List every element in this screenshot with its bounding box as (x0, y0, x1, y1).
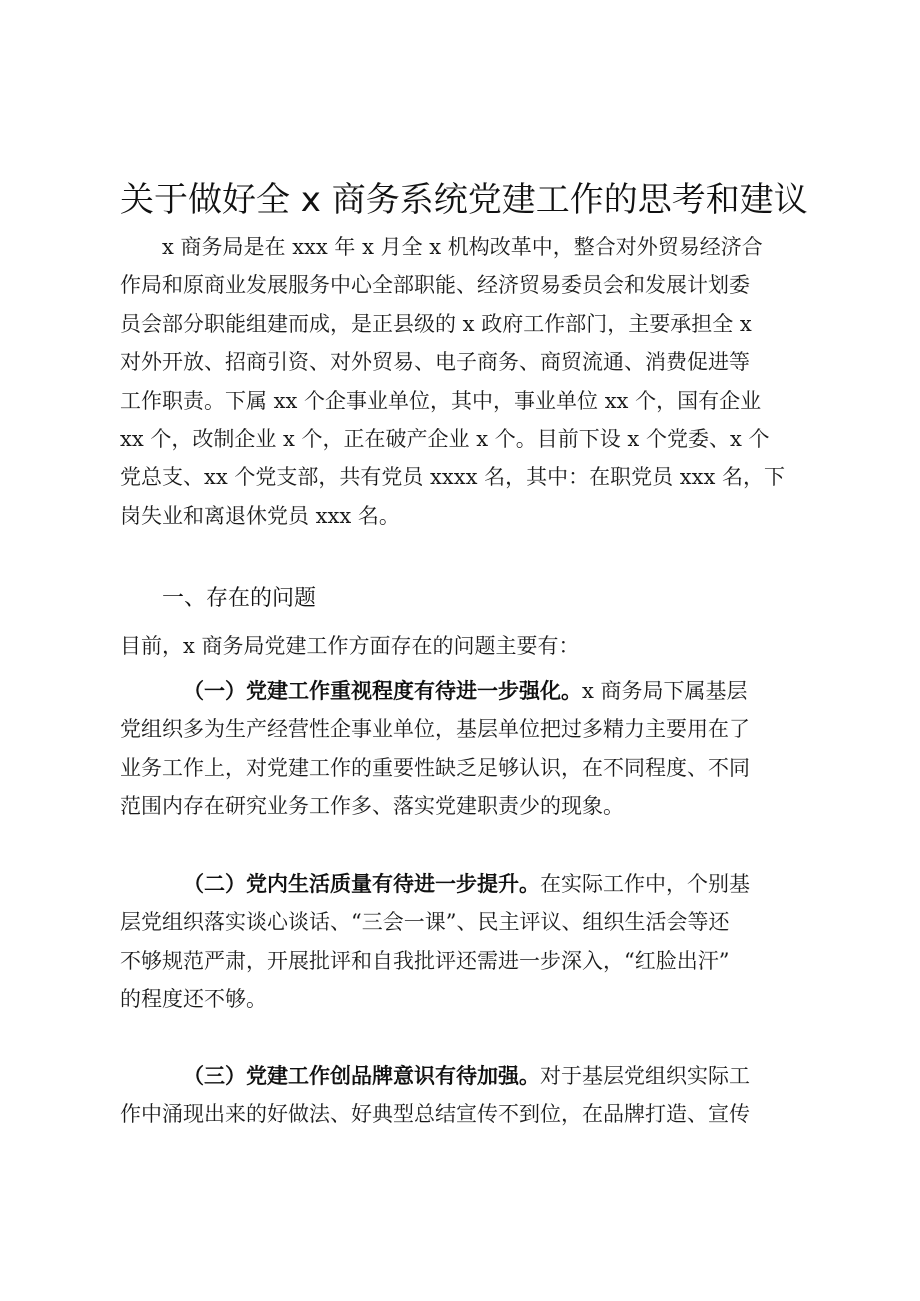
intro-paragraph (120, 228, 814, 535)
text-line: xx 个，改制企业 x 个，正在破产企业 x 个。目前下设 x 个党委、x 个 (120, 427, 770, 452)
point-three-first-line: 对于基层党组织实际工 (540, 1064, 750, 1088)
text-line (120, 865, 814, 903)
document-title: 关于做好全 x 商务系统党建工作的思考和建议 (120, 180, 808, 220)
point-two-paragraph (120, 865, 814, 1019)
text-line: 不够规范严肃，开展批评和自我批评还需进一步深入，“红脸出汗” (120, 948, 730, 973)
text-line: 党总支、xx 个党支部，共有党员 xxxx 名，其中：在职党员 xxx 名，下 (120, 465, 785, 490)
point-three-paragraph (120, 1057, 814, 1134)
text-line: 党组织多为生产经营性企事业单位，基层单位把过多精力主要用在了 (120, 717, 750, 742)
point-two-lead: （二）党内生活质量有待进一步提升。 (183, 872, 540, 896)
text-line (120, 1057, 814, 1095)
text-line: 业务工作上，对党建工作的重要性缺乏足够认识，在不同程度、不同 (120, 755, 750, 780)
point-one-lead: （一）党建工作重视程度有待进一步强化。 (183, 679, 582, 703)
text-line: 工作职责。下属 xx 个企事业单位，其中，事业单位 xx 个，国有企业 (120, 388, 762, 413)
text-line: 员会部分职能组建而成，是正县级的 x 政府工作部门，主要承担全 x (120, 311, 752, 336)
point-two-first-line: 在实际工作中，个别基 (540, 872, 750, 896)
text-line: 作中涌现出来的好做法、好典型总结宣传不到位，在品牌打造、宣传 (120, 1102, 750, 1127)
point-one-paragraph (120, 672, 814, 826)
text-line: 作局和原商业发展服务中心全部职能、经济贸易委员会和发展计划委 (120, 273, 750, 298)
text-line: 层党组织落实谈心谈话、“三会一课”、民主评议、组织生活会等还 (120, 910, 730, 935)
text-line: 目前，x 商务局党建工作方面存在的问题主要有： (120, 634, 580, 658)
section-intro (120, 627, 814, 665)
text-line (120, 672, 814, 710)
text-line: x 商务局是在 xxx 年 x 月全 x 机构改革中，整合对外贸易经济合 (162, 235, 763, 259)
text-line: 岗失业和离退休党员 xxx 名。 (120, 503, 400, 528)
section-heading: 一、存在的问题 (162, 586, 317, 611)
point-three-lead: （三）党建工作创品牌意识有待加强。 (183, 1064, 540, 1088)
text-line: 对外开放、招商引资、对外贸易、电子商务、商贸流通、消费促进等 (120, 350, 750, 375)
text-line: 的程度还不够。 (120, 987, 267, 1012)
point-one-first-line: x 商务局下属基层 (582, 679, 748, 703)
text-line: 范围内存在研究业务工作多、落实党建职责少的现象。 (120, 794, 624, 819)
